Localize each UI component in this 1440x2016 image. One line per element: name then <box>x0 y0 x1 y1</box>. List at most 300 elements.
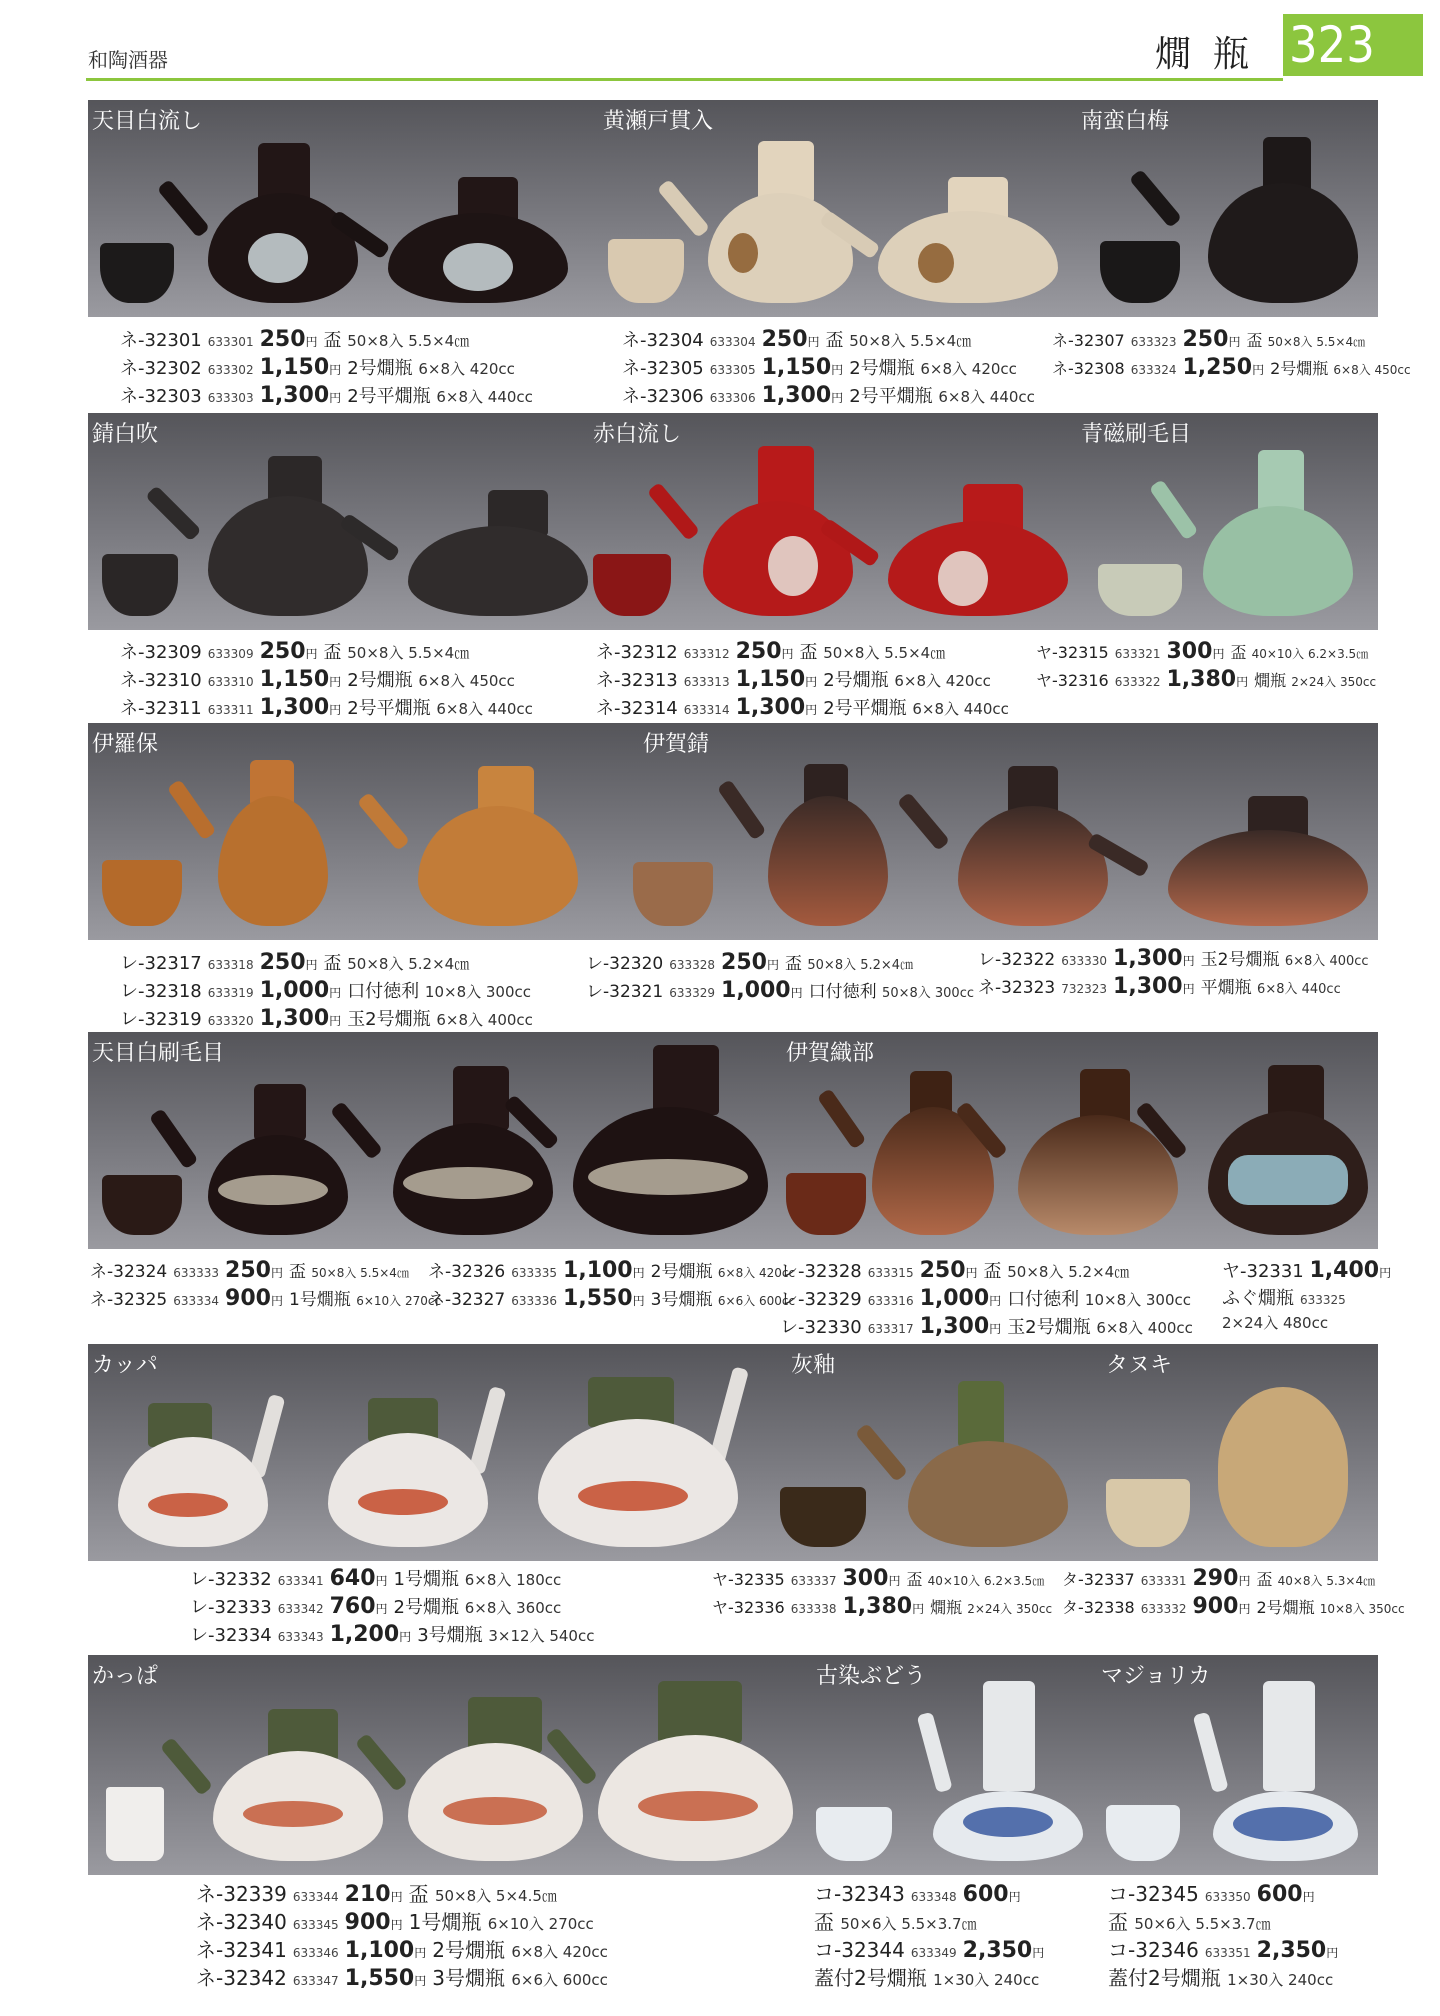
item-price: 1,000 <box>259 978 330 1003</box>
price-row <box>120 1005 533 1033</box>
item-code6: 633336 <box>511 1294 558 1308</box>
yen-mark: 円 <box>270 1294 283 1308</box>
item-code6: 633304 <box>709 335 756 349</box>
item-spec: 6×8入 400cc <box>1096 1319 1193 1337</box>
price-row <box>196 1908 608 1936</box>
item-code6: 633316 <box>867 1294 914 1308</box>
price-group <box>780 1257 1193 1341</box>
price-row <box>596 694 1009 722</box>
price-row <box>622 382 1035 410</box>
item-desc: 2号燗瓶 <box>432 1938 505 1962</box>
price-row <box>120 382 533 410</box>
item-spec: 6×8入 420cc <box>894 672 991 690</box>
item-spec: 1×30入 240cc <box>933 1971 1040 1989</box>
item-code: ネ-32305 <box>622 358 704 379</box>
item-code: ネ-32324 <box>90 1262 168 1282</box>
series-label: かっぱ <box>92 1664 159 1689</box>
yen-mark: 円 <box>1182 982 1195 996</box>
item-spec: 10×8入 350cc <box>1319 1602 1405 1616</box>
item-price: 900 <box>1192 1594 1239 1619</box>
item-spec: 6×8入 420cc <box>418 360 515 378</box>
yen-mark: 円 <box>912 1602 925 1616</box>
item-spec: 6×8入 440cc <box>436 700 533 718</box>
item-code6: 633322 <box>1114 675 1161 689</box>
item-spec: 10×8入 300cc <box>1084 1291 1192 1309</box>
item-code: ネ-32340 <box>196 1910 287 1934</box>
item-code6: 633305 <box>709 363 756 377</box>
item-spec: 6×8入 420cc <box>717 1266 796 1280</box>
item-desc: 平燗瓶 <box>1200 978 1252 998</box>
item-price: 1,380 <box>842 1594 913 1619</box>
item-price: 1,300 <box>919 1314 990 1339</box>
item-price: 640 <box>329 1566 376 1591</box>
item-desc: 口付徳利 <box>808 982 877 1002</box>
price-row <box>196 1964 608 1992</box>
item-code: ネ-32303 <box>120 386 202 407</box>
item-spec: 6×8入 180cc <box>464 1571 562 1589</box>
item-desc: 盃 <box>814 1910 834 1934</box>
sake-bottle-image <box>178 1075 348 1235</box>
item-spec: 6×8入 420cc <box>511 1943 608 1961</box>
yen-mark: 円 <box>375 1574 388 1588</box>
item-desc: 玉2号燗瓶 <box>1007 1317 1091 1338</box>
item-desc: 口付徳利 <box>1007 1289 1080 1310</box>
item-code6: 633350 <box>1204 1890 1251 1904</box>
series-label: 伊羅保 <box>92 732 159 757</box>
item-price: 1,000 <box>919 1286 990 1311</box>
item-spec: 50×8入 300cc <box>882 986 974 1001</box>
item-code6: 633344 <box>292 1890 339 1904</box>
item-desc: 盃 <box>1256 1570 1273 1589</box>
item-code: レ-32328 <box>780 1261 862 1282</box>
price-group <box>596 638 1009 722</box>
photo-panel-2 <box>88 413 1378 630</box>
item-code6: 633325 <box>1300 1293 1346 1307</box>
price-group <box>1108 1880 1344 1992</box>
item-spec: 50×8入 5×4.5㎝ <box>434 1887 557 1905</box>
item-code: ネ-32308 <box>1052 359 1125 378</box>
item-desc: 2号燗瓶 <box>347 670 413 691</box>
item-desc: 3号燗瓶 <box>650 1290 713 1310</box>
item-spec: 6×8入 440cc <box>912 700 1009 718</box>
sake-bottle-image <box>988 1060 1178 1235</box>
item-code6: 633320 <box>207 1014 254 1028</box>
item-spec: 50×8入 5.2×4㎝ <box>807 958 914 973</box>
price-row <box>1222 1285 1397 1313</box>
item-desc: 盃 <box>906 1570 923 1589</box>
item-spec: 50×8入 5.5×4㎝ <box>823 644 946 662</box>
item-code6: 633319 <box>207 986 254 1000</box>
item-price: 250 <box>919 1258 966 1283</box>
yen-mark: 円 <box>414 1974 427 1988</box>
yen-mark: 円 <box>329 363 342 377</box>
item-code6: 633321 <box>1114 647 1161 661</box>
tanuki-bottle-image <box>1218 1382 1348 1547</box>
series-label: 天目白流し <box>92 109 203 134</box>
item-code6: 633318 <box>207 958 254 972</box>
item-spec: 50×8入 5.5×4㎝ <box>347 332 470 350</box>
item-code: レ-32318 <box>120 981 202 1002</box>
item-code6: 633333 <box>173 1266 220 1280</box>
price-group <box>1062 1565 1405 1621</box>
item-code: ネ-32339 <box>196 1882 287 1906</box>
item-code: レ-32322 <box>978 950 1056 970</box>
yen-mark: 円 <box>1302 1890 1315 1904</box>
item-spec: 6×8入 440cc <box>938 388 1035 406</box>
sake-bottle-image <box>1178 441 1358 616</box>
item-desc: 盃 <box>1108 1910 1128 1934</box>
page-number: 323 <box>1283 14 1423 76</box>
item-code: レ-32334 <box>190 1625 272 1646</box>
item-code6: 633337 <box>790 1574 837 1588</box>
item-desc: 蓋付2号燗瓶 <box>1108 1966 1221 1990</box>
covered-bottle-image <box>1203 1681 1363 1861</box>
series-label: 古染ぶどう <box>816 1664 927 1689</box>
yen-mark: 円 <box>1228 335 1241 349</box>
item-desc: 2号燗瓶 <box>650 1262 713 1282</box>
item-code6: 633329 <box>669 986 716 1000</box>
item-code: レ-32321 <box>586 982 664 1002</box>
price-row <box>190 1565 594 1593</box>
item-spec: 50×8入 5.2×4㎝ <box>347 955 470 973</box>
price-row <box>622 354 1035 382</box>
item-code: レ-32333 <box>190 1597 272 1618</box>
item-code6: 633345 <box>292 1918 339 1932</box>
item-code: コ-32345 <box>1108 1882 1199 1906</box>
sake-bottle-image <box>528 1357 748 1547</box>
price-row <box>120 326 533 354</box>
item-price: 600 <box>1256 1882 1303 1907</box>
item-price: 1,150 <box>259 355 330 380</box>
item-code: ネ-32307 <box>1052 331 1125 350</box>
sake-bottle-image <box>363 1060 553 1235</box>
price-row <box>780 1285 1193 1313</box>
yen-mark: 円 <box>632 1266 645 1280</box>
yen-mark: 円 <box>390 1918 403 1932</box>
item-code6: 633330 <box>1061 954 1108 968</box>
series-label: 伊賀錆 <box>643 732 710 757</box>
item-spec: 6×10入 270cc <box>487 1915 594 1933</box>
price-group <box>586 949 974 1005</box>
item-code6: 633302 <box>207 363 254 377</box>
price-row <box>120 949 533 977</box>
sake-cup-image <box>816 1807 892 1861</box>
sake-cup-image <box>102 860 182 926</box>
price-row <box>1108 1936 1344 1964</box>
item-code6: 633303 <box>207 391 254 405</box>
yen-mark: 円 <box>805 675 818 689</box>
price-group <box>712 1565 1052 1621</box>
item-price: 1,550 <box>344 1966 415 1991</box>
item-desc: 3号燗瓶 <box>417 1625 483 1646</box>
item-spec: 6×8入 360cc <box>464 1599 562 1617</box>
photo-panel-1 <box>88 100 1378 317</box>
item-price: 1,150 <box>735 667 806 692</box>
sake-bottle-image <box>848 1065 998 1235</box>
sake-bottle-image <box>888 1372 1068 1547</box>
price-group <box>1052 326 1411 382</box>
photo-panel-6 <box>88 1655 1378 1875</box>
item-code6: 633312 <box>683 647 730 661</box>
item-code6: 732323 <box>1061 982 1108 996</box>
price-row <box>120 666 533 694</box>
item-code6: 633315 <box>867 1266 914 1280</box>
item-price: 1,150 <box>259 667 330 692</box>
item-code: ネ-32327 <box>428 1290 506 1310</box>
item-spec: 1×30入 240cc <box>1227 1971 1334 1989</box>
item-price: 250 <box>259 327 306 352</box>
item-code: ネ-32342 <box>196 1966 287 1990</box>
sake-bottle-image <box>378 466 588 616</box>
sake-cup-image <box>1106 1805 1180 1861</box>
price-row <box>712 1593 1052 1621</box>
item-spec: 6×8入 400cc <box>1284 954 1369 969</box>
item-desc: 盃 <box>408 1882 429 1906</box>
item-code: ネ-32302 <box>120 358 202 379</box>
item-spec: 50×6入 5.5×3.7㎝ <box>840 1915 977 1933</box>
item-code6: 633306 <box>709 391 756 405</box>
sake-bottle-image <box>1128 766 1368 926</box>
price-row <box>1052 354 1411 382</box>
yen-mark: 円 <box>1379 1266 1392 1280</box>
price-group <box>1222 1257 1397 1333</box>
price-row <box>814 1936 1050 1964</box>
sake-bottle-image <box>928 751 1108 926</box>
sake-bottle-image <box>368 153 568 303</box>
item-spec: 6×10入 270cc <box>356 1294 442 1308</box>
price-group <box>978 945 1369 1001</box>
item-price: 250 <box>735 639 782 664</box>
item-code: ヤ-32335 <box>712 1570 785 1589</box>
sake-bottle-image <box>578 1671 798 1861</box>
item-code6: 633334 <box>173 1294 220 1308</box>
price-row <box>196 1880 608 1908</box>
item-desc: 2号燗瓶 <box>823 670 889 691</box>
item-code6: 633328 <box>669 958 716 972</box>
item-desc: 2号平燗瓶 <box>823 698 907 719</box>
item-spec: 2×24入 480cc <box>1222 1314 1329 1332</box>
series-label: 南蛮白梅 <box>1081 109 1170 134</box>
price-row <box>1108 1908 1344 1936</box>
series-label: 天目白刷毛目 <box>92 1041 225 1066</box>
yen-mark: 円 <box>1032 1946 1045 1960</box>
item-price: 1,150 <box>761 355 832 380</box>
item-code: ヤ-32331 <box>1222 1261 1304 1282</box>
item-spec: 50×8入 5.5×4㎝ <box>1267 335 1366 349</box>
item-code: ネ-32301 <box>120 330 202 351</box>
price-row <box>90 1285 441 1313</box>
yen-mark: 円 <box>399 1630 412 1644</box>
item-desc: 盃 <box>825 330 844 351</box>
item-price: 1,300 <box>735 695 806 720</box>
item-code6: 633347 <box>292 1974 339 1988</box>
item-code: タ-32338 <box>1062 1598 1135 1617</box>
price-row <box>120 977 533 1005</box>
yen-mark: 円 <box>632 1294 645 1308</box>
price-group <box>1036 638 1376 694</box>
price-row <box>1052 326 1411 354</box>
series-label: 赤白流し <box>593 422 682 447</box>
price-row <box>978 945 1369 973</box>
yen-mark: 円 <box>831 391 844 405</box>
item-spec: 50×8入 5.2×4㎝ <box>1007 1263 1130 1281</box>
item-code: レ-32332 <box>190 1569 272 1590</box>
item-spec: 50×8入 5.5×4㎝ <box>311 1266 409 1280</box>
yen-mark: 円 <box>790 986 803 1000</box>
yen-mark: 円 <box>1182 954 1195 968</box>
item-code6: 633331 <box>1140 1574 1187 1588</box>
price-row <box>586 949 974 977</box>
item-code: ネ-32313 <box>596 670 678 691</box>
sake-bottle-image <box>388 1681 588 1861</box>
item-price: 1,300 <box>259 1006 330 1031</box>
price-row <box>978 973 1369 1001</box>
yen-mark: 円 <box>1252 363 1265 377</box>
item-code: コ-32344 <box>814 1938 905 1962</box>
yen-mark: 円 <box>1212 647 1225 661</box>
item-code6: 633314 <box>683 703 730 717</box>
item-price: 1,100 <box>563 1258 633 1283</box>
item-code6: 633313 <box>683 675 730 689</box>
item-desc: 2号平燗瓶 <box>347 386 431 407</box>
yen-mark: 円 <box>766 958 779 972</box>
price-row <box>120 694 533 722</box>
item-price: 1,200 <box>329 1622 400 1647</box>
yen-mark: 円 <box>989 1294 1002 1308</box>
item-code6: 633332 <box>1140 1602 1187 1616</box>
item-desc: 盃 <box>983 1261 1002 1282</box>
series-label: 青磁刷毛目 <box>1081 422 1192 447</box>
yen-mark: 円 <box>305 647 318 661</box>
item-desc: 盃 <box>784 954 802 974</box>
series-label: 伊賀織部 <box>786 1041 875 1066</box>
item-spec: 6×8入 400cc <box>436 1011 533 1029</box>
price-row <box>780 1257 1193 1285</box>
yen-mark: 円 <box>1238 1574 1251 1588</box>
item-spec: 40×10入 6.2×3.5㎝ <box>1251 647 1369 661</box>
item-code: ネ-32311 <box>120 698 202 719</box>
item-code: レ-32319 <box>120 1009 202 1030</box>
price-row <box>120 638 533 666</box>
item-spec: 6×6入 600cc <box>717 1294 796 1308</box>
item-code: ネ-32323 <box>978 978 1056 998</box>
yen-mark: 円 <box>1238 1602 1251 1616</box>
item-code: ネ-32341 <box>196 1938 287 1962</box>
yen-mark: 円 <box>414 1946 427 1960</box>
item-desc: 3号燗瓶 <box>432 1966 505 1990</box>
item-desc: 燗瓶 <box>930 1598 963 1617</box>
item-code6: 633346 <box>292 1946 339 1960</box>
item-code: ネ-32314 <box>596 698 678 719</box>
item-spec: 10×8入 300cc <box>424 983 532 1001</box>
yen-mark: 円 <box>1008 1890 1021 1904</box>
item-desc: 盃 <box>1230 643 1247 662</box>
item-price: 1,300 <box>1113 946 1183 971</box>
sake-cup-image <box>633 862 713 926</box>
item-code6: 633349 <box>910 1946 957 1960</box>
yen-mark: 円 <box>989 1322 1002 1336</box>
item-price: 300 <box>1166 639 1213 664</box>
item-desc: 1号燗瓶 <box>393 1569 459 1590</box>
page-title: 燗瓶 <box>1155 34 1272 75</box>
item-code: ネ-32309 <box>120 642 202 663</box>
item-code6: 633311 <box>207 703 254 717</box>
item-price: 2,350 <box>1256 1938 1327 1963</box>
item-code: レ-32330 <box>780 1317 862 1338</box>
yen-mark: 円 <box>329 1014 342 1028</box>
item-price: 760 <box>329 1594 376 1619</box>
yen-mark: 円 <box>329 391 342 405</box>
price-group <box>120 326 533 410</box>
sake-bottle-image <box>858 466 1068 616</box>
yen-mark: 円 <box>270 1266 283 1280</box>
item-desc: 盃 <box>1246 331 1263 350</box>
yen-mark: 円 <box>329 986 342 1000</box>
yen-mark: 円 <box>329 675 342 689</box>
series-label: 黄瀬戸貫入 <box>603 109 714 134</box>
item-spec: 2×24入 350cc <box>1291 675 1377 689</box>
price-row <box>596 666 1009 694</box>
price-row <box>1108 1964 1344 1992</box>
item-spec: 6×8入 450cc <box>418 672 515 690</box>
item-price: 300 <box>842 1566 889 1591</box>
item-desc: 玉2号燗瓶 <box>1200 950 1280 970</box>
item-price: 600 <box>962 1882 1009 1907</box>
item-spec: 6×6入 600cc <box>511 1971 608 1989</box>
price-group <box>90 1257 441 1313</box>
item-code6: 633335 <box>511 1266 558 1280</box>
item-desc: 蓋付2号燗瓶 <box>814 1966 927 1990</box>
item-desc: 盃 <box>323 642 342 663</box>
item-price: 250 <box>721 950 767 975</box>
item-price: 2,350 <box>962 1938 1033 1963</box>
price-group <box>428 1257 795 1313</box>
price-row <box>190 1621 594 1649</box>
yen-mark: 円 <box>329 703 342 717</box>
item-code: レ-32317 <box>120 953 202 974</box>
sake-bottle-image <box>858 153 1058 303</box>
item-desc: 玉2号燗瓶 <box>347 1009 431 1030</box>
sake-cup-image <box>593 554 671 616</box>
item-price: 250 <box>761 327 808 352</box>
sake-bottle-image <box>388 751 578 926</box>
item-price: 900 <box>344 1910 391 1935</box>
sake-bottle-image <box>178 446 368 616</box>
item-price: 210 <box>344 1882 391 1907</box>
item-code: ヤ-32316 <box>1036 671 1109 690</box>
item-desc: 盃 <box>288 1262 306 1282</box>
item-price: 1,250 <box>1182 355 1253 380</box>
item-spec: 2×24入 350cc <box>967 1602 1053 1616</box>
covered-bottle-image <box>923 1681 1093 1861</box>
price-row <box>196 1936 608 1964</box>
item-price: 1,300 <box>761 383 832 408</box>
photo-panel-5 <box>88 1344 1378 1561</box>
price-group <box>814 1880 1050 1992</box>
price-row <box>586 977 974 1005</box>
photo-panel-3 <box>88 723 1378 940</box>
item-code6: 633341 <box>277 1574 324 1588</box>
sake-bottle-image <box>1158 128 1358 303</box>
sake-cup-image <box>1106 1479 1190 1547</box>
sake-bottle-image <box>108 1382 278 1547</box>
item-desc: 2号燗瓶 <box>849 358 915 379</box>
header-divider <box>86 78 1283 81</box>
price-group <box>120 638 533 722</box>
price-row <box>814 1964 1050 1992</box>
item-price: 1,300 <box>1113 974 1183 999</box>
item-code6: 633309 <box>207 647 254 661</box>
